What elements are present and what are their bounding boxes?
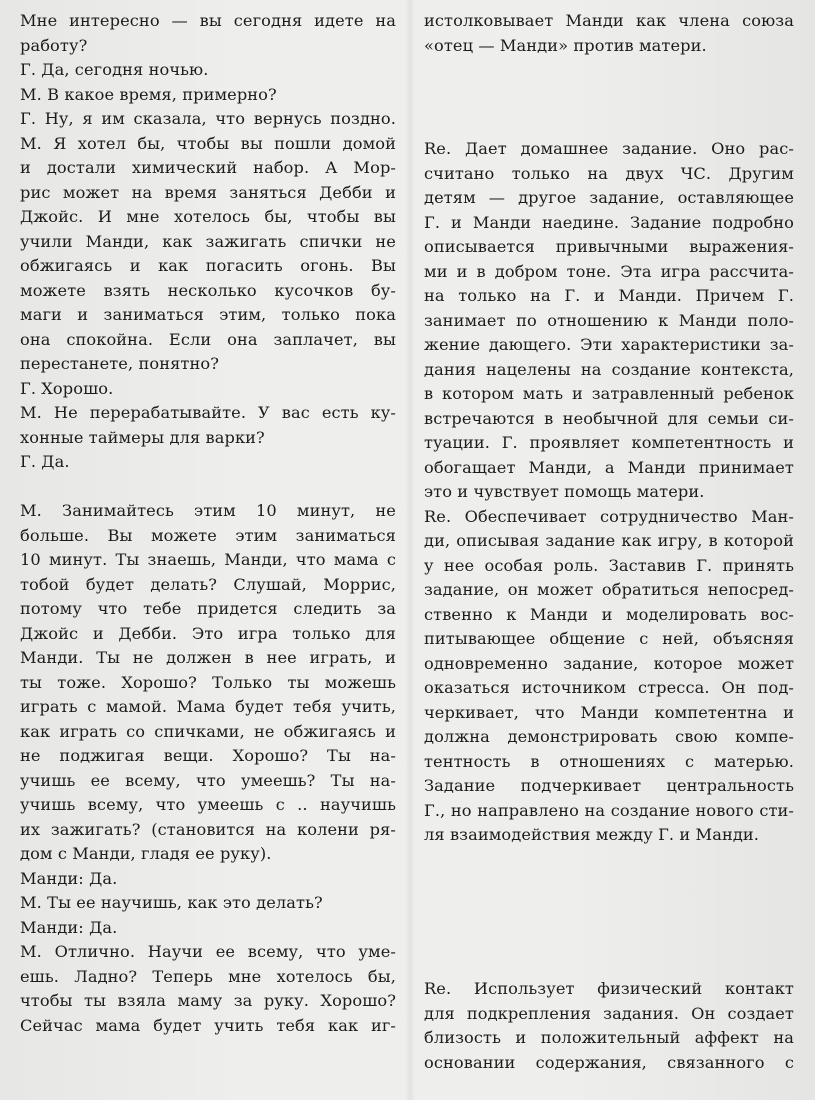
commentary-line: туации. Г. проявляет компетентность и xyxy=(424,433,794,452)
dialogue-line: Манди: Да. xyxy=(20,917,118,937)
commentary-line: оказаться источником стресса. Он под- xyxy=(424,678,794,697)
dialogue-line: больше. Вы можете этим заниматься xyxy=(20,525,396,545)
commentary-line: Г., но направлено на создание нового сти- xyxy=(424,800,794,820)
commentary-line: для подкрепления задания. Он создает xyxy=(424,1003,794,1023)
dialogue-line: Джойс и Дебби. Это игра только для xyxy=(20,623,396,643)
right-column-commentary-2 xyxy=(424,137,794,848)
dialogue-line: учишь всему, что умеешь с .. научишь xyxy=(20,795,396,814)
dialogue-line: Г. Да, сегодня ночью. xyxy=(20,60,209,79)
dialogue-line: обжигаясь и как погасить огонь. Вы xyxy=(20,256,396,275)
right-column-commentary-3 xyxy=(424,977,794,1075)
dialogue-line: ешь. Ладно? Теперь мне хотелось бы, xyxy=(20,966,396,986)
right-column-commentary-1 xyxy=(424,9,794,58)
column-gutter xyxy=(405,0,415,1100)
commentary-line: занимает по отношению к Манди поло- xyxy=(424,310,794,330)
dialogue-line: М. В какое время, примерно? xyxy=(20,84,277,104)
commentary-line: в котором мать и затравленный ребенок xyxy=(424,384,794,403)
dialogue-line: М. Не перерабатывайте. У вас есть ку- xyxy=(20,403,396,422)
dialogue-line: маги и заниматься этим, только пока xyxy=(20,305,396,324)
dialogue-line: Г. Хорошо. xyxy=(20,378,114,398)
commentary-line: должна демонстрировать свою компе- xyxy=(424,727,794,746)
dialogue-line: и достали химический набор. А Мор- xyxy=(20,158,396,177)
dialogue-line: М. Отлично. Научи ее всему, что уме- xyxy=(20,942,396,961)
commentary-line: тентность в отношениях с матерью. xyxy=(424,751,794,771)
commentary-line: обогащает Манди, а Манди принимает xyxy=(424,457,794,477)
commentary-line: встречаются в необычной для семьи си- xyxy=(424,408,794,428)
commentary-line: у нее особая роль. Заставив Г. принять xyxy=(424,555,794,575)
dialogue-line: их зажигать? (становится на колени ря- xyxy=(20,819,396,839)
dialogue-line: Г. Да. xyxy=(20,452,70,471)
commentary-line: питывающее общение с ней, объясняя xyxy=(424,629,794,648)
dialogue-line: дом с Манди, гладя ее руку). xyxy=(20,844,272,863)
dialogue-line: М. Ты ее научишь, как это делать? xyxy=(20,893,323,912)
paragraph-gap xyxy=(20,475,396,500)
dialogue-line: можете взять несколько кусочков бу- xyxy=(20,280,396,300)
commentary-line: ди, описывая задание как игру, в которой xyxy=(424,531,794,550)
commentary-line: ственно к Манди и моделировать вос- xyxy=(424,604,794,624)
commentary-line: ля взаимодействия между Г. и Манди. xyxy=(424,825,760,844)
commentary-line: близость и положительный аффект на xyxy=(424,1028,794,1047)
commentary-line: истолковывает Манди как члена союза xyxy=(424,11,794,30)
commentary-line: задание, он может обратиться непосред- xyxy=(424,580,794,599)
dialogue-line: не поджигая вещи. Хорошо? Ты на- xyxy=(20,746,396,765)
commentary-line: Задание подчеркивает центральность xyxy=(424,776,794,795)
dialogue-line: Сейчас мама будет учить тебя как иг- xyxy=(20,1015,396,1035)
dialogue-line: она спокойна. Если она заплачет, вы xyxy=(20,329,396,349)
commentary-line: «отец — Манди» против матери. xyxy=(424,35,707,55)
dialogue-line: тобой будет делать? Слушай, Моррис, xyxy=(20,574,396,594)
dialogue-line: учили Манди, как зажигать спички не xyxy=(20,231,396,251)
dialogue-line: Г. Ну, я им сказала, что вернусь поздно. xyxy=(20,109,396,128)
commentary-line: детям — другое задание, оставляющее xyxy=(424,188,794,207)
dialogue-line: ты тоже. Хорошо? Только ты можешь xyxy=(20,672,396,692)
left-column-dialogue xyxy=(20,9,396,1038)
commentary-line: на только на Г. и Манди. Причем Г. xyxy=(424,286,794,305)
commentary-line: дания нацелены на создание контекста, xyxy=(424,359,794,379)
commentary-line: Re. Дает домашнее задание. Оно рас- xyxy=(424,139,794,158)
dialogue-line: рис может на время заняться Дебби и xyxy=(20,182,396,202)
dialogue-line: хонные таймеры для варки? xyxy=(20,427,265,447)
dialogue-line: играть с мамой. Мама будет тебя учить, xyxy=(20,697,396,716)
dialogue-line: как играть со спичками, не обжигаясь и xyxy=(20,721,396,741)
commentary-line: это и чувствует помощь матери. xyxy=(424,482,705,501)
commentary-line: ми и в добром тоне. Эта игра рассчита- xyxy=(424,261,794,281)
commentary-line: основании содержания, связанного с xyxy=(424,1052,794,1072)
dialogue-line: Манди. Ты не должен в нее играть, и xyxy=(20,648,396,667)
dialogue-line: Джойс. И мне хотелось бы, чтобы вы xyxy=(20,207,396,226)
commentary-line: Re. Обеспечивает сотрудничество Ман- xyxy=(424,506,794,526)
dialogue-line: чтобы ты взяла маму за руку. Хорошо? xyxy=(20,991,396,1010)
dialogue-line: Мне интересно — вы сегодня идете на xyxy=(20,11,396,30)
commentary-line: жение дающего. Эти характеристики за- xyxy=(424,335,794,354)
dialogue-line: потому что тебе придется следить за xyxy=(20,599,396,618)
dialogue-line: учишь ее всему, что умеешь? Ты на- xyxy=(20,770,396,790)
commentary-line: черкивает, что Манди компетентна и xyxy=(424,702,794,722)
commentary-line: Г. и Манди наедине. Задание подробно xyxy=(424,212,794,232)
dialogue-line: работу? xyxy=(20,35,88,55)
commentary-line: считано только на двух ЧС. Другим xyxy=(424,163,794,183)
dialogue-line: М. Занимайтесь этим 10 минут, не xyxy=(20,501,396,520)
dialogue-line: М. Я хотел бы, чтобы вы пошли домой xyxy=(20,133,396,153)
commentary-line: Re. Использует физический контакт xyxy=(424,979,794,998)
dialogue-line: перестанете, понятно? xyxy=(20,354,219,373)
dialogue-line: Манди: Да. xyxy=(20,868,118,888)
commentary-line: одновременно задание, которое может xyxy=(424,653,794,673)
commentary-line: описывается привычными выражения- xyxy=(424,237,794,256)
dialogue-line: 10 минут. Ты знаешь, Манди, что мама с xyxy=(20,550,396,569)
